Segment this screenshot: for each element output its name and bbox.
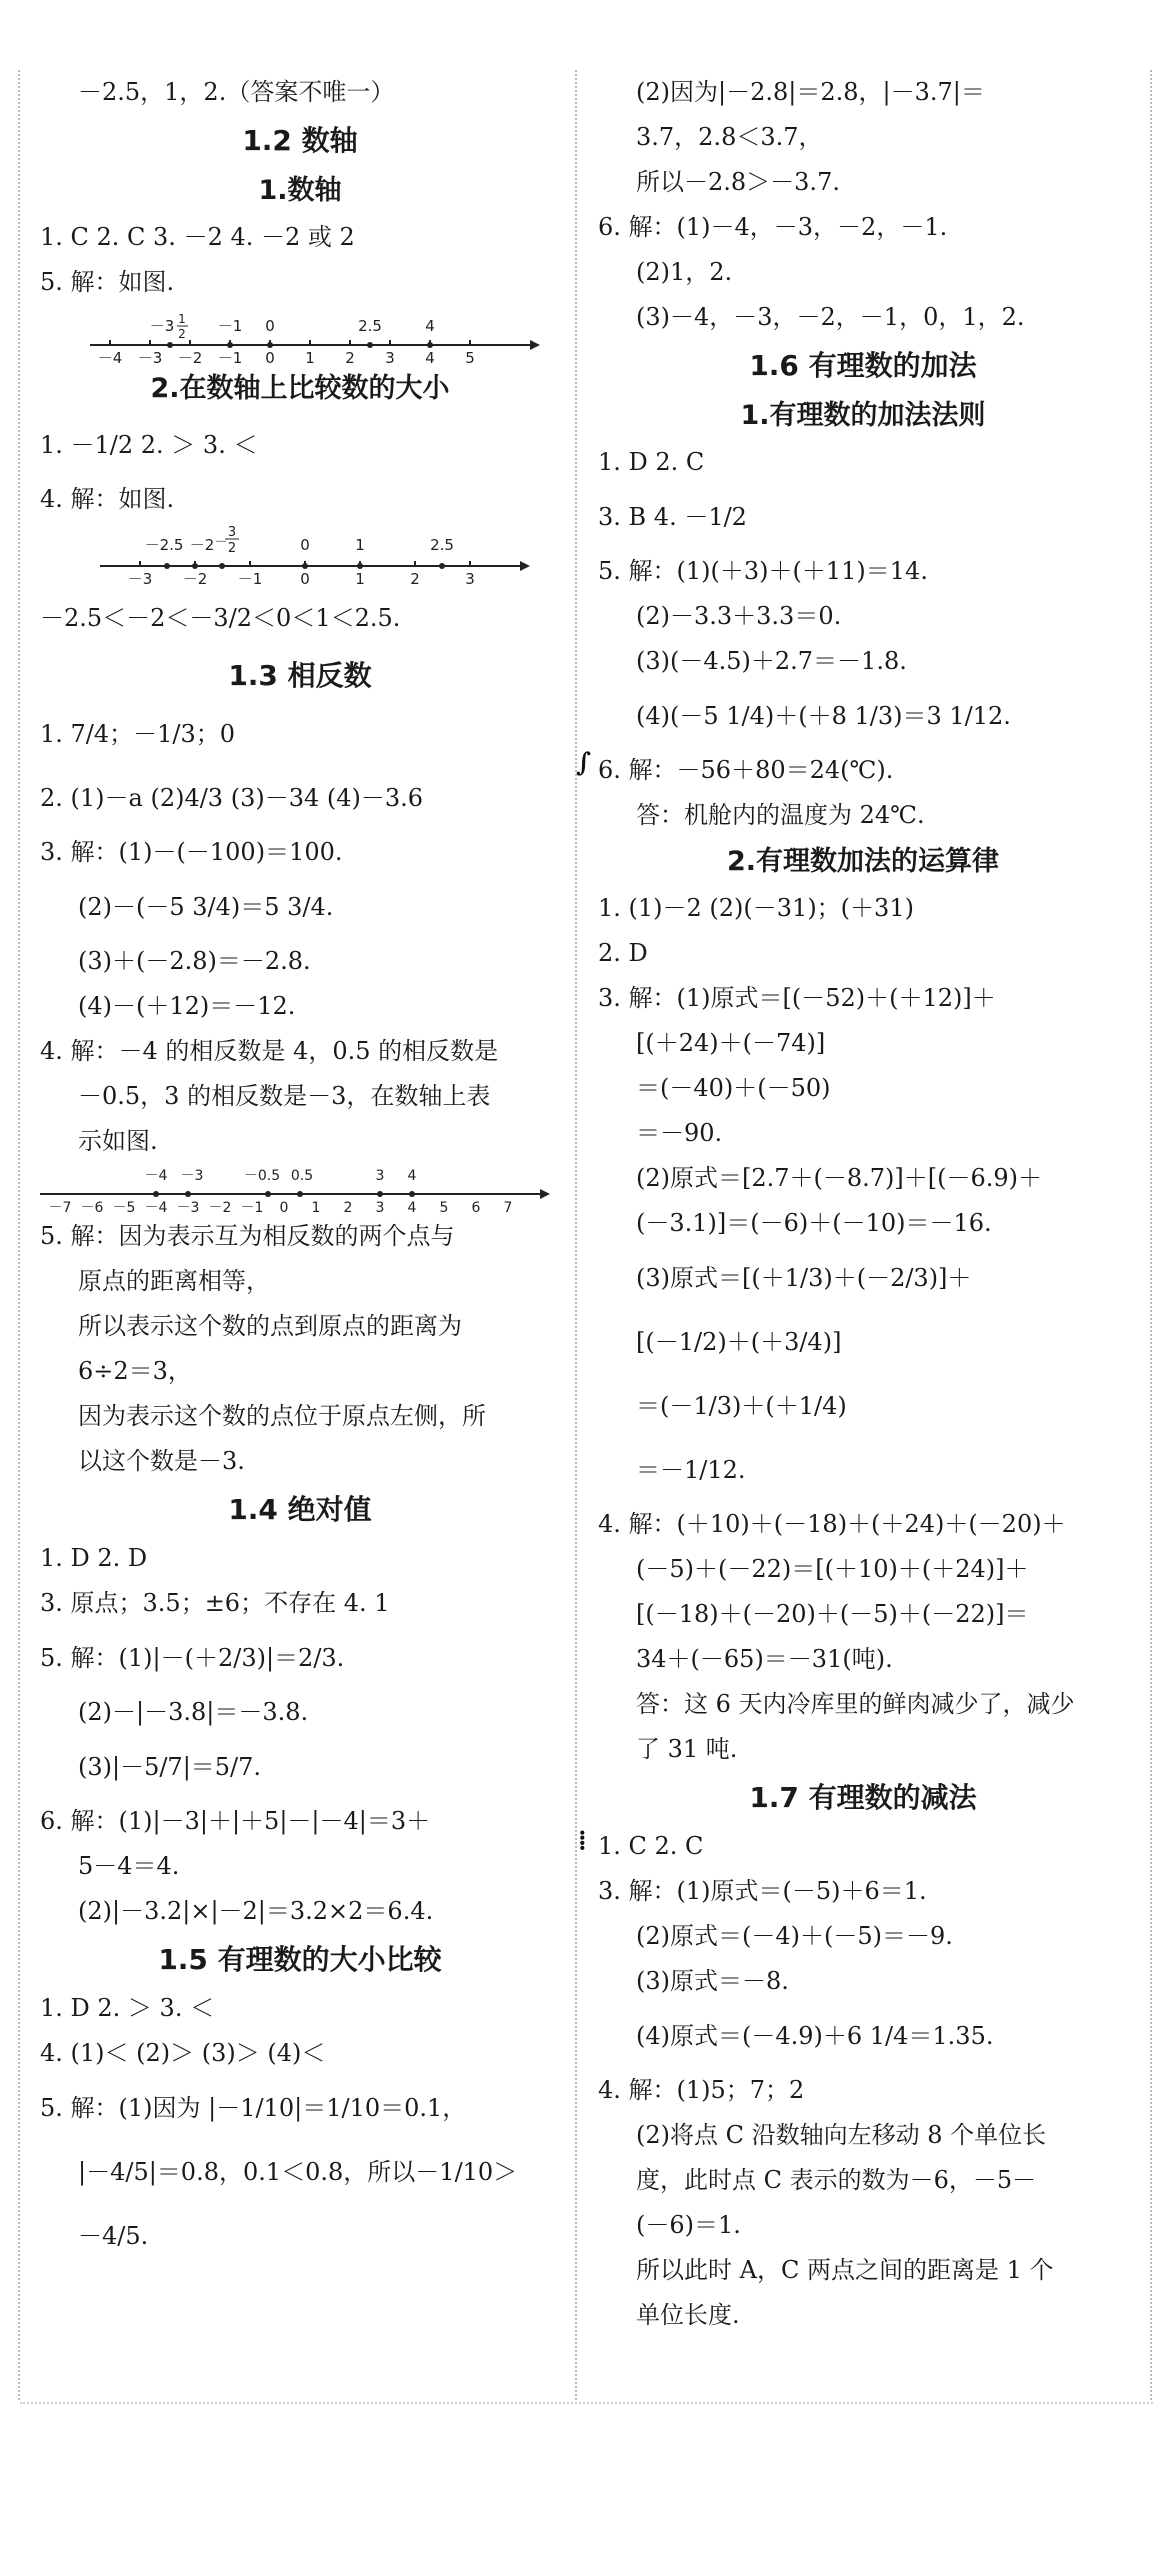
scan-mark: ∫	[576, 748, 592, 778]
answer-line: 1. D 2. C	[598, 448, 705, 476]
answer-line: 2. (1)－a (2)4/3 (3)－34 (4)－3.6	[40, 784, 424, 812]
svg-text:3: 3	[375, 1200, 385, 1214]
right-dotted-border	[1150, 70, 1152, 2400]
answer-line: 34＋(－65)＝－31(吨).	[636, 1645, 893, 1673]
svg-text:－4: －4	[144, 1200, 168, 1214]
number-line-svg	[40, 305, 560, 365]
answer-line: 3. 解：(1)原式＝[(－52)＋(＋12)]＋	[598, 984, 996, 1012]
svg-text:2: 2	[227, 541, 237, 556]
answer-line: 2. D	[598, 939, 648, 967]
answer-line: (4)原式＝(－4.9)＋6 1/4＝1.35.	[636, 2022, 994, 2050]
number-line-3	[40, 1164, 560, 1214]
svg-text:1: 1	[355, 536, 365, 554]
answer-line: 5. 解：(1)因为 |－1/10|＝1/10＝0.1，	[40, 2094, 467, 2122]
answer-line: (2)－3.3＋3.3＝0.	[636, 602, 842, 630]
answer-line: (2)将点 C 沿数轴向左移动 8 个单位长	[636, 2121, 1047, 2149]
answer-line: (2)－|－3.8|＝－3.8.	[78, 1698, 309, 1726]
answer-line: (2)1，2.	[636, 258, 733, 286]
answer-line: 1. 7/4；－1/3；0	[40, 720, 236, 748]
answer-line: (2)因为|－2.8|＝2.8，|－3.7|＝	[636, 78, 985, 106]
answer-line: (2)原式＝[2.7＋(－8.7)]＋[(－6.9)＋	[636, 1164, 1043, 1192]
answer-line: 1. D 2. D	[40, 1544, 148, 1572]
answer-line: 4. 解：－4 的相反数是 4，0.5 的相反数是	[40, 1037, 499, 1065]
svg-text:－1: －1	[217, 349, 243, 365]
answer-line: 5－4＝4.	[78, 1852, 180, 1880]
svg-text:3: 3	[227, 525, 237, 540]
svg-text:5: 5	[439, 1200, 449, 1214]
answer-line: 所以－2.8＞－3.7.	[636, 168, 840, 196]
answer-line: [(＋24)＋(－74)]	[636, 1029, 826, 1057]
tick-labels	[49, 1200, 513, 1214]
answer-line: (2)原式＝(－4)＋(－5)＝－9.	[636, 1922, 953, 1950]
answer-line: (3)(－4.5)＋2.7＝－1.8.	[636, 647, 907, 675]
answer-line: 所以表示这个数的点到原点的距离为	[78, 1312, 462, 1340]
answer-line: 4. 解：(＋10)＋(－18)＋(＋24)＋(－20)＋	[598, 1510, 1066, 1538]
answer-line: ＝－1/12.	[636, 1456, 746, 1484]
answer-line: 1. (1)－2 (2)(－31)；(＋31)	[598, 894, 914, 922]
svg-text:0: 0	[279, 1200, 289, 1214]
scan-mark: ⁞	[578, 1826, 587, 1856]
answer-line: 所以此时 A，C 两点之间的距离是 1 个	[636, 2256, 1054, 2284]
answer-line: (2)－(－5 3/4)＝5 3/4.	[78, 893, 334, 921]
answer-line: |－4/5|＝0.8，0.1＜0.8，所以－1/10＞	[78, 2158, 518, 2186]
point-labels	[145, 525, 454, 569]
tick-labels	[98, 349, 475, 365]
section-title: 1.7 有理数的减法	[749, 1781, 977, 1814]
answer-line: 答：这 6 天内冷库里的鲜肉减少了，减少	[636, 1690, 1075, 1718]
svg-text:－2: －2	[208, 1200, 232, 1214]
answer-line: (2)|－3.2|×|－2|＝3.2×2＝6.4.	[78, 1897, 434, 1925]
svg-text:2: 2	[178, 327, 186, 341]
section-title: 1.6 有理数的加法	[749, 349, 977, 382]
answer-line: 1. C 2. C	[598, 1832, 704, 1860]
svg-text:0: 0	[265, 349, 275, 365]
section-title: 1.5 有理数的大小比较	[158, 1943, 442, 1976]
svg-text:－2: －2	[182, 570, 208, 586]
answer-line: [(－18)＋(－20)＋(－5)＋(－22)]＝	[636, 1600, 1029, 1628]
answer-line: 3. 解：(1)原式＝(－5)＋6＝1.	[598, 1877, 927, 1905]
svg-text:5: 5	[465, 349, 475, 365]
answer-line: －2.5＜－2＜－3/2＜0＜1＜2.5.	[40, 604, 401, 632]
answer-line: (3)原式＝－8.	[636, 1967, 789, 1995]
column-divider	[575, 70, 577, 2400]
point-labels	[145, 1168, 417, 1197]
answer-line: 3. 解：(1)－(－100)＝100.	[40, 838, 343, 866]
svg-text:4: 4	[425, 317, 435, 335]
left-dotted-border	[18, 70, 20, 2400]
svg-text:1: 1	[311, 1200, 321, 1214]
svg-text:－6: －6	[80, 1200, 104, 1214]
svg-text:2: 2	[410, 570, 420, 586]
svg-text:－2: －2	[189, 536, 215, 554]
answer-line: (3)－4，－3，－2，－1，0，1，2.	[636, 303, 1025, 331]
bottom-dotted-rule	[20, 2402, 1153, 2404]
svg-text:1: 1	[355, 570, 365, 586]
answer-line: 6÷2＝3，	[78, 1357, 192, 1385]
answer-line: (3)＋(－2.8)＝－2.8.	[78, 947, 311, 975]
answer-line: (3)|－5/7|＝5/7.	[78, 1753, 262, 1781]
svg-text:1: 1	[305, 349, 315, 365]
svg-text:0.5: 0.5	[290, 1168, 314, 1184]
svg-text:－2.5: －2.5	[144, 536, 184, 554]
svg-text:－4: －4	[144, 1168, 168, 1184]
subsection-title: 2.在数轴上比较数的大小	[150, 373, 450, 404]
answer-line: (－5)＋(－22)＝[(＋10)＋(＋24)]＋	[636, 1555, 1029, 1583]
svg-text:－1: －1	[217, 317, 243, 335]
answer-line: 原点的距离相等，	[78, 1267, 270, 1295]
subsection-title: 1.数轴	[258, 175, 342, 206]
answer-line: 5. 解：(1)(＋3)＋(＋11)＝14.	[598, 557, 928, 585]
svg-text:－3: －3	[180, 1168, 204, 1184]
svg-text:－5: －5	[112, 1200, 136, 1214]
svg-text:3: 3	[375, 1168, 385, 1184]
tick-labels	[128, 570, 475, 586]
number-line-svg	[40, 1164, 560, 1214]
svg-text:－3: －3	[127, 570, 153, 586]
answer-line: 答：机舱内的温度为 24℃.	[636, 801, 925, 829]
subsection-title: 1.有理数的加法法则	[740, 400, 986, 431]
answer-line: ＝(－40)＋(－50)	[636, 1074, 831, 1102]
svg-text:2: 2	[345, 349, 355, 365]
svg-text:3: 3	[385, 349, 395, 365]
answer-line: (4)(－5 1/4)＋(＋8 1/3)＝3 1/12.	[636, 702, 1011, 730]
answer-line: 3.7，2.8＜3.7，	[636, 123, 823, 151]
svg-text:0: 0	[300, 570, 310, 586]
answer-line: 了 31 吨.	[636, 1735, 738, 1763]
answer-line: 5. 解：(1)|－(＋2/3)|＝2/3.	[40, 1644, 345, 1672]
answer-line: 6. 解：(1)|－3|＋|＋5|－|－4|＝3＋	[40, 1807, 431, 1835]
answer-line: 4. 解：如图.	[40, 485, 175, 513]
answer-line: 1. C 2. C 3. －2 4. －2 或 2	[40, 223, 355, 251]
answer-line: [(－1/2)＋(＋3/4)]	[636, 1328, 842, 1356]
subsection-title: 2.有理数加法的运算律	[726, 846, 1000, 877]
svg-text:4: 4	[407, 1200, 417, 1214]
answer-line: ＝(－1/3)＋(＋1/4)	[636, 1392, 847, 1420]
svg-text:－3: －3	[149, 317, 175, 335]
svg-text:－1: －1	[237, 570, 263, 586]
text-line: －2.5，1，2.（答案不唯一）	[78, 78, 395, 106]
answer-line: (3)原式＝[(＋1/3)＋(－2/3)]＋	[636, 1264, 972, 1292]
answer-line: 单位长度.	[636, 2301, 740, 2329]
answer-line: ＝－90.	[636, 1119, 723, 1147]
answer-line: －0.5，3 的相反数是－3，在数轴上表	[78, 1082, 491, 1110]
point-labels	[150, 312, 435, 348]
svg-text:－0.5: －0.5	[243, 1168, 281, 1184]
svg-text:－1: －1	[240, 1200, 264, 1214]
svg-text:－2: －2	[177, 349, 203, 365]
answer-line: 因为表示这个数的点位于原点左侧，所	[78, 1402, 486, 1430]
svg-text:0: 0	[265, 317, 275, 335]
svg-text:2.5: 2.5	[430, 536, 454, 554]
answer-line: 示如图.	[78, 1127, 158, 1155]
svg-text:－3: －3	[137, 349, 163, 365]
svg-text:6: 6	[471, 1200, 481, 1214]
answer-line: 4. 解：(1)5；7；2	[598, 2076, 805, 2104]
answer-line: 以这个数是－3.	[78, 1447, 245, 1475]
number-line-2	[40, 522, 560, 586]
svg-text:0: 0	[300, 536, 310, 554]
section-title: 1.2 数轴	[242, 124, 358, 157]
answer-line: (－6)＝1.	[636, 2211, 741, 2239]
answer-line: (4)－(＋12)＝－12.	[78, 992, 296, 1020]
answer-line: (－3.1)]＝(－6)＋(－10)＝－16.	[636, 1209, 992, 1237]
section-title: 1.3 相反数	[228, 659, 372, 692]
svg-text:7: 7	[503, 1200, 513, 1214]
svg-text:－: －	[214, 535, 228, 550]
svg-text:2: 2	[343, 1200, 353, 1214]
svg-text:4: 4	[407, 1168, 417, 1184]
answer-line: 3. B 4. －1/2	[598, 503, 747, 531]
answer-line: 4. (1)＜ (2)＞ (3)＞ (4)＜	[40, 2039, 326, 2067]
answer-line: 度，此时点 C 表示的数为－6，－5－	[636, 2166, 1037, 2194]
svg-text:4: 4	[425, 349, 435, 365]
svg-text:－3: －3	[176, 1200, 200, 1214]
svg-text:1: 1	[178, 312, 186, 326]
right-column	[598, 70, 1128, 2338]
number-line-1	[40, 305, 560, 365]
svg-text:3: 3	[465, 570, 475, 586]
answer-line: 1. －1/2 2. ＞ 3. ＜	[40, 431, 258, 459]
answer-line: 5. 解：因为表示互为相反数的两个点与	[40, 1222, 455, 1250]
answer-line: 6. 解：－56＋80＝24(℃).	[598, 756, 894, 784]
svg-text:2.5: 2.5	[358, 317, 382, 335]
answer-line: 5. 解：如图.	[40, 268, 175, 296]
answer-line: －4/5.	[78, 2222, 149, 2250]
answer-line: 6. 解：(1)－4，－3，－2，－1.	[598, 213, 948, 241]
number-line-svg	[40, 522, 560, 586]
answer-line: 1. D 2. ＞ 3. ＜	[40, 1994, 215, 2022]
answer-line: 3. 原点；3.5；±6；不存在 4. 1	[40, 1589, 390, 1617]
section-title: 1.4 绝对值	[228, 1493, 372, 1526]
left-column	[40, 70, 560, 2268]
svg-text:－4: －4	[97, 349, 123, 365]
svg-text:－7: －7	[48, 1200, 72, 1214]
